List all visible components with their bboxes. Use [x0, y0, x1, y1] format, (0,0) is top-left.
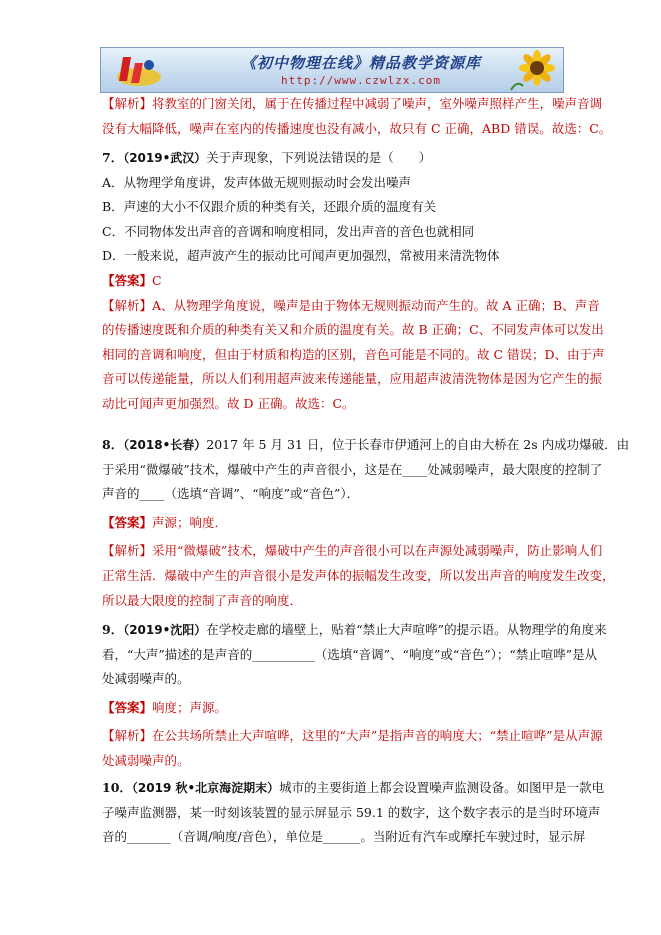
question-text: 处减弱噪声的。 [102, 671, 190, 687]
answer-tag: 【答案】 [102, 514, 153, 530]
option-a: A．从物理学角度讲，发声体做无规则振动时会发出噪声 [102, 174, 412, 190]
explanation-line: 处减弱噪声的。 [102, 752, 190, 768]
question-source: （2019•沈阳） [123, 623, 207, 637]
question-number: 7． [102, 150, 124, 165]
prev-explanation [102, 92, 612, 141]
question-stem [102, 433, 630, 458]
question-10 [102, 776, 605, 850]
option-b: B．声速的大小不仅跟介质的种类有关，还跟介质的温度有关 [102, 199, 437, 215]
question-text: 2017 年 5 月 31 日，位于长春市伊通河上的自由大桥在 2s 内成功爆破．由 [206, 437, 630, 452]
question-text: 在学校走廊的墙壁上，贴着“禁止大声喧哗”的提示语。从物理学的角度来 [206, 622, 607, 637]
question-number: 10． [102, 780, 132, 795]
question-text: 音的_______（音调/响度/音色），单位是______。当附近有汽车或摩托车驶过时，显示屏 [102, 829, 586, 845]
answer-line [102, 269, 560, 294]
explanation-line: 【解析】A、从物理学角度说，噪声是由于物体无规则振动而产生的。故 A 正确；B、声音 [102, 297, 600, 313]
explanation-line: 动比可闻声更加强烈。故 D 正确。故选：C。 [102, 395, 355, 411]
banner-url: http://www.czwlzx.com [280, 74, 442, 87]
option-d: D．一般来说，超声波产生的振动比可闻声更加强烈，常被用来清洗物体 [102, 248, 500, 264]
question-9 [102, 618, 607, 774]
question-source: （2019•武汉） [123, 151, 207, 165]
answer-text: 声源；响度． [152, 514, 228, 530]
question-text: 关于声现象，下列说法错误的是（ ） [206, 150, 432, 165]
question-stem [102, 776, 605, 801]
question-8 [102, 433, 630, 613]
answer-tag: 【答案】 [102, 272, 153, 288]
question-source: （2019 秋•北京海淀期末） [131, 781, 280, 795]
explanation-line: 【解析】在公共场所禁止大声喧哗，这里的“大声”是指声音的响度大；“禁止喧哗”是从声源 [102, 728, 603, 744]
banner-title: 《初中物理在线》精品教学资源库 [240, 54, 481, 72]
explanation-line: 音可以传递能量，所以人们利用超声波来传递能量，应用超声波清洗物体是因为它产生的振 [102, 371, 603, 387]
question-stem [102, 618, 607, 643]
explanation-line: 正常生活．爆破中产生的声音很小是发声体的振幅发生改变，所以发出声音的响度发生改变， [102, 567, 615, 583]
question-number: 9． [102, 622, 124, 637]
question-7 [102, 146, 605, 417]
explanation-line: 【解析】采用“微爆破”技术，爆破中产生的声音很小可以在声源处减弱噪声，防止影响人们 [102, 543, 603, 559]
header-banner [100, 47, 564, 93]
question-number: 8． [102, 437, 124, 452]
question-text: 子噪声监测器，某一时刻该装置的显示屏显示 59.1 的数字，这个数字表示的是当时环境声 [102, 804, 601, 820]
answer-line [102, 696, 560, 721]
explanation-line: 【解析】将教室的门窗关闭，属于在传播过程中减弱了噪声，室外噪声照样产生，噪声音调 [102, 96, 603, 111]
sunflower-icon [507, 50, 559, 90]
answer-text: 响度；声源。 [152, 699, 228, 715]
site-logo-icon [109, 51, 165, 89]
question-text: 城市的主要街道上都会设置噪声监测设备。如图甲是一款电 [279, 780, 605, 795]
answer-text: C [152, 272, 162, 288]
explanation-line: 的传播速度既和介质的种类有关又和介质的温度有关。故 B 正确；C、不同发声体可以发出 [102, 322, 604, 338]
question-text: 于采用“微爆破”技术，爆破中产生的声音很小，这是在____处减弱噪声，最大限度的控制了 [102, 461, 603, 477]
explanation-line: 所以最大限度的控制了声音的响度． [102, 592, 303, 608]
question-text: 看，“大声”描述的是声音的__________（选填“音调”、“响度”或“音色”）；“禁止喧哗”是从 [102, 646, 598, 662]
answer-tag: 【答案】 [102, 699, 153, 715]
explanation-line: 相同的音调和响度，但由于材质和构造的区别，音色可能是不同的。故 C 错误；D、由于声 [102, 346, 605, 362]
question-text: 声音的____（选填“音调”、“响度”或“音色”）． [102, 486, 360, 502]
option-c: C．不同物体发出声音的音调和响度相同，发出声音的音色也就相同 [102, 223, 475, 239]
answer-line [102, 511, 560, 536]
explanation-line: 没有大幅降低，噪声在室内的传播速度也没有减小，故只有 C 正确，ABD 错误。故选：C。 [102, 120, 612, 136]
question-stem [102, 146, 560, 171]
question-source: （2018•长春） [123, 438, 207, 452]
